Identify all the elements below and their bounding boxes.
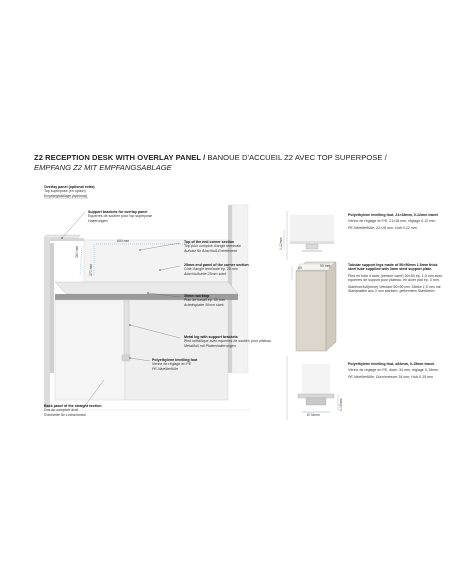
detail-levelling-foot-large: [348, 362, 444, 379]
dim-height-b: 370 mm: [89, 263, 93, 276]
label-back-panel-en: Back panel of the straight section: [44, 404, 102, 408]
label-metal-leg: [184, 335, 271, 348]
detail-levelling-foot-small: [348, 213, 444, 230]
label-top-end-fr: Top pour comptoir d'angle terminale: [184, 244, 242, 249]
detail-1-dim: 0-12mm: [279, 237, 283, 250]
label-metal-leg-fr: Pied métallique avec equerres de soutien pour plateau: [184, 339, 271, 344]
label-metal-leg-de: Metallfuß mit Plattenhalterungen: [184, 343, 236, 348]
detail-3-fr: Vérine de réglage en PE, diam. 34 mm, réglage 0-15mm: [348, 368, 439, 373]
detail-3-en: Polyethylene levelling foot, ø34mm, 0-15mm travel.: [348, 362, 436, 366]
label-brackets-de: Halterungen: [88, 218, 108, 223]
label-poly-foot-de: PE-Nivellierfüße: [152, 366, 178, 371]
label-top-end-de: Aufsatz für Abschluß-Eckelement: [184, 248, 237, 253]
detail-1-de: PE-Nivellierfüße, 21×18 mm, Hub 0-12 mm: [348, 225, 417, 230]
label-back-panel-de: Rückseite für Linearmodul: [44, 412, 86, 417]
label-end-panel-fr: Côté d'angle terminale ép. 25 mm: [184, 267, 238, 272]
title-bold: Z2 RECEPTION DESK WITH OVERLAY PANEL /: [34, 153, 206, 162]
label-top-end-en: Top of the end corner section: [184, 240, 235, 244]
label-overlay-de: Empfangsablage (optional): [44, 193, 87, 198]
label-worktop-de: Arbeitsplatte 30mm stark: [184, 302, 224, 307]
title-rest: BANOUE D'ACCUEIL Z2 AVEC TOP SUPERPOSE /: [205, 153, 387, 162]
dim-height-a: 360 mm: [75, 245, 79, 258]
label-brackets-fr: Equerres de soutien pour top superpose: [88, 214, 153, 219]
label-metal-leg-en: Metal leg with support brackets: [184, 335, 238, 339]
label-support-brackets: [88, 210, 152, 223]
detail-2-de: Stahlrohrfuß(ohne) Vierkant 50×50 mm Stärke 1,5 mm mit Stahlplatten aus 3 mm starkem, geformtem Stahlblech.: [348, 284, 441, 294]
label-poly-foot-en: Polyethylene levelling foot: [152, 358, 198, 362]
label-brackets-en: Support brackets for overlay panel: [88, 210, 148, 214]
detail-1-fr: Vérine de réglage en PE, 21×18 mm, réglage 0-12 mm: [348, 219, 436, 224]
detail-3-de: PE-Nivellierfüße, Durchmesser 34 mm, Hub 0-15 mm: [348, 374, 434, 379]
label-end-panel-en: 25mm end panel of the corner section: [184, 263, 249, 267]
page-subtitle: EMPFANG Z2 MIT EMPFANGSABLAGE: [34, 163, 172, 172]
label-worktop-fr: Plan de travail ép. 30 mm: [184, 298, 225, 303]
label-back-panel-fr: Dos du comptoir droit: [44, 408, 79, 413]
label-poly-foot: [152, 358, 197, 371]
dim-width-top: 600 mm: [117, 239, 130, 243]
label-overlay-en: Overlay panel (optional extra): [44, 185, 95, 189]
label-overlay-panel: [44, 185, 95, 198]
label-overlay-fr: Top superpose (en option): [44, 189, 86, 194]
label-end-panel: [184, 263, 249, 276]
label-worktop-en: 30mm worktop: [184, 294, 210, 298]
detail-tubular-legs: [348, 263, 444, 293]
label-poly-foot-fr: Vérine de réglage en PE: [152, 362, 192, 367]
detail-2-fr: Pied en tube d'acier (section carré) 50×50 ép. 1,5 mm avec equerres de support pour plateau, en acier plat ép. 3 mm.: [348, 273, 443, 283]
detail-2-en: Tubular support legs made of 50×50mm 1.5mm thick steel tube supplied with 3mm steel support plate.: [348, 263, 438, 272]
detail-3-dim-w: Ø 34mm: [307, 413, 320, 417]
detail-2-dim-b: 50 mm: [320, 264, 331, 268]
label-end-panel-de: Abschlußseite 25mm stark: [184, 271, 227, 276]
detail-3-dim-h: 0-15mm: [339, 398, 343, 411]
detail-2-dim-a: 50: [298, 266, 302, 270]
label-top-end: [184, 240, 241, 253]
detail-1-en: Polyethylene levelling foot, 21×18mm, 0-12mm travel: [348, 213, 438, 217]
label-worktop: [184, 294, 225, 307]
label-back-panel: [44, 404, 102, 417]
